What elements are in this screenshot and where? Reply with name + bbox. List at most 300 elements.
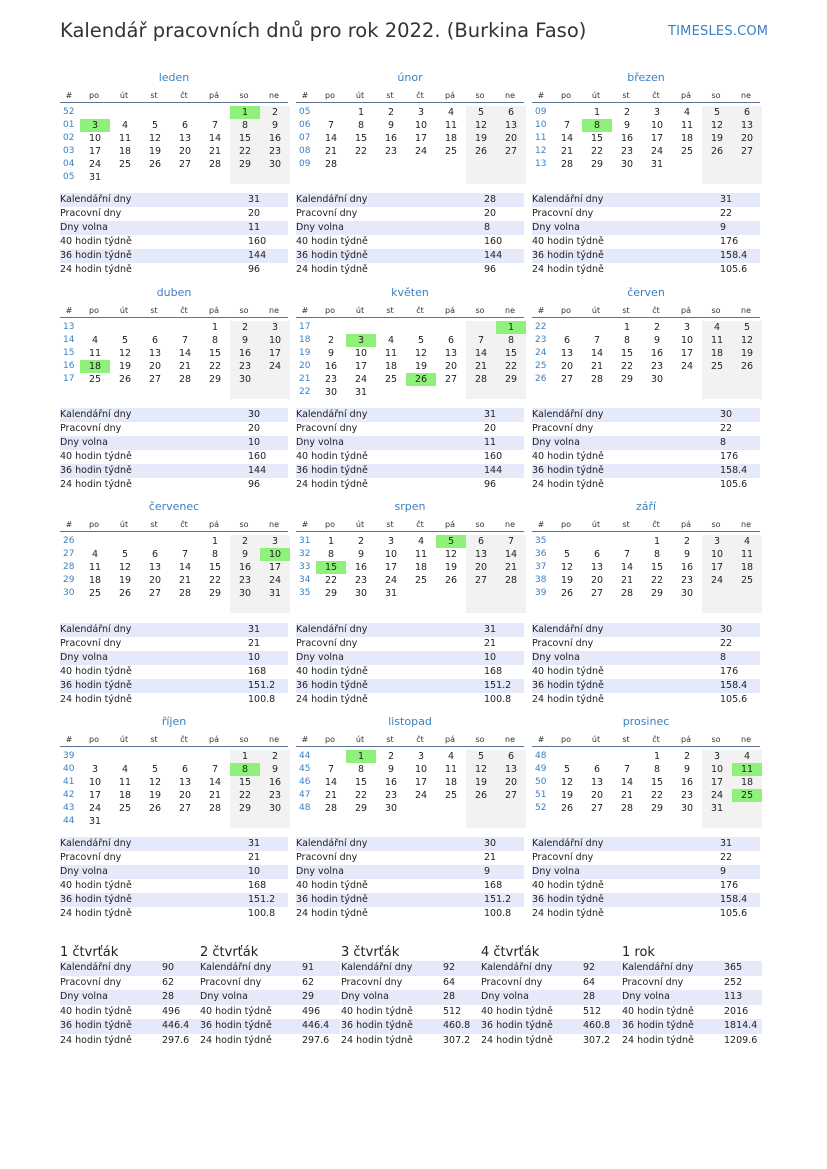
day-cell: 8: [241, 120, 249, 131]
day-cell: 11: [88, 562, 102, 573]
day-cell: 13: [590, 777, 604, 788]
day-cell: 28: [208, 159, 222, 170]
weekday-header-row: [296, 518, 524, 532]
day-cell: 4: [447, 107, 455, 118]
stat-value: 496: [302, 1005, 321, 1017]
day-cell: 30: [680, 803, 694, 814]
day-cell: 16: [680, 562, 694, 573]
stat-row: [60, 637, 288, 651]
day-cell: 19: [148, 790, 162, 801]
day-cell: 8: [623, 335, 631, 346]
day-cell: 16: [680, 777, 694, 788]
week-number: 14: [63, 335, 75, 345]
stat-value: 8: [720, 652, 727, 663]
day-cell: 27: [504, 790, 518, 801]
stat-value: 22: [720, 852, 733, 863]
day-cell: 11: [444, 764, 458, 775]
month-calendar: [296, 286, 524, 402]
stat-value: 22: [720, 638, 733, 649]
day-cell: 2: [357, 536, 365, 547]
quarter-stat-row: [60, 1005, 200, 1020]
day-cell: 6: [477, 536, 485, 547]
day-cell: 23: [238, 361, 252, 372]
week-number: 50: [535, 777, 547, 787]
quarter-stat-row: [481, 1005, 621, 1020]
holiday-day-cell: 3: [346, 334, 376, 347]
day-cell: 29: [238, 803, 252, 814]
month-calendar: [60, 500, 288, 616]
week-number: 44: [63, 816, 75, 826]
stat-value: 10: [248, 866, 261, 877]
day-cell: 16: [324, 361, 338, 372]
week-number-header: #: [301, 91, 309, 100]
stat-label: Dny volna: [296, 437, 344, 448]
stat-value: 496: [162, 1005, 181, 1017]
week-number: 33: [299, 562, 311, 572]
weekday-header: st: [386, 306, 394, 315]
weekday-header: po: [561, 306, 571, 315]
quarter-stat-row: [481, 961, 621, 976]
weekday-header: ne: [269, 91, 279, 100]
stat-value: 29: [302, 991, 315, 1003]
day-cell: 5: [151, 764, 159, 775]
day-cell: 12: [560, 777, 574, 788]
month-grid: [532, 733, 760, 831]
day-cell: 26: [474, 790, 488, 801]
stat-value: 105.6: [720, 694, 748, 705]
month-grid: [60, 733, 288, 831]
stat-value: 22: [720, 208, 733, 219]
quarter-stat-row: [481, 1034, 621, 1049]
weekday-header: so: [711, 520, 721, 529]
holiday-day-cell: 1: [496, 321, 526, 334]
day-cell: 20: [148, 575, 162, 586]
stat-label: Dny volna: [60, 866, 108, 877]
stat-row: [532, 464, 760, 478]
day-cell: 2: [271, 751, 279, 762]
month-stats: [532, 837, 760, 921]
day-cell: 7: [593, 335, 601, 346]
holiday-day-cell: 8: [230, 763, 260, 776]
stat-value: 160: [484, 451, 503, 462]
month-calendar: [296, 71, 524, 187]
week-number: 32: [299, 549, 311, 559]
day-cell: 31: [268, 588, 282, 599]
stat-label: Dny volna: [60, 652, 108, 663]
stat-value: 11: [248, 222, 261, 233]
stat-row: [296, 221, 524, 235]
weekday-header: po: [89, 735, 99, 744]
day-cell: 3: [683, 322, 691, 333]
quarter-stat-row: [200, 1019, 340, 1034]
week-number: 44: [299, 751, 311, 761]
day-cell: 30: [680, 588, 694, 599]
stat-label: 40 hodin týdně: [296, 666, 368, 677]
stat-label: 40 hodin týdně: [532, 451, 604, 462]
stat-label: Dny volna: [60, 437, 108, 448]
stat-label: 24 hodin týdně: [296, 694, 368, 705]
day-cell: 12: [118, 348, 132, 359]
month-grid: [532, 518, 760, 616]
stat-value: 168: [484, 880, 503, 891]
stat-value: 21: [248, 852, 261, 863]
day-cell: 7: [211, 120, 219, 131]
week-number: 51: [535, 790, 547, 800]
site-brand-link[interactable]: TIMESLES.COM: [668, 24, 769, 39]
day-cell: 19: [560, 790, 574, 801]
weekday-header-row: [532, 733, 760, 747]
month-stats: [60, 193, 288, 277]
week-number: 11: [535, 133, 547, 143]
day-cell: 12: [740, 335, 754, 346]
day-cell: 6: [447, 335, 455, 346]
week-number-header: #: [65, 735, 73, 744]
weekday-header: út: [355, 735, 365, 744]
stat-label: 40 hodin týdně: [60, 451, 132, 462]
stat-value: 28: [484, 194, 497, 205]
stat-value: 22: [720, 423, 733, 434]
stat-label: 40 hodin týdně: [341, 1005, 413, 1017]
week-number: 26: [535, 374, 547, 384]
stat-label: Kalendářní dny: [60, 962, 132, 973]
day-cell: 15: [620, 348, 634, 359]
day-cell: 12: [474, 120, 488, 131]
day-cell: 19: [710, 133, 724, 144]
day-cell: 22: [650, 575, 664, 586]
stat-label: 40 hodin týdně: [532, 666, 604, 677]
holiday-day-cell: 18: [80, 360, 110, 373]
weekday-header: st: [150, 306, 158, 315]
day-cell: 25: [444, 146, 458, 157]
day-cell: 13: [590, 562, 604, 573]
stat-row: [532, 893, 760, 907]
stat-value: 113: [724, 991, 743, 1003]
quarter-title: 3 čtvrťák: [341, 945, 400, 960]
stat-value: 158.4: [720, 465, 748, 476]
day-cell: 31: [384, 588, 398, 599]
week-number: 31: [299, 536, 311, 546]
weekday-header: čt: [180, 520, 188, 529]
day-cell: 14: [324, 777, 338, 788]
day-cell: 14: [208, 777, 222, 788]
week-number: 29: [63, 575, 75, 585]
stat-row: [532, 193, 760, 207]
weekday-header: ne: [269, 735, 279, 744]
quarter-stat-row: [60, 1034, 200, 1049]
stat-value: 158.4: [720, 894, 748, 905]
stat-row: [296, 851, 524, 865]
day-cell: 30: [268, 803, 282, 814]
day-cell: 10: [650, 120, 664, 131]
day-cell: 4: [683, 107, 691, 118]
weekday-header: st: [150, 91, 158, 100]
day-cell: 5: [563, 764, 571, 775]
day-cell: 24: [384, 575, 398, 586]
month-grid: [60, 304, 288, 402]
stat-label: 24 hodin týdně: [60, 1034, 132, 1046]
month-stats: [532, 193, 760, 277]
stat-label: 24 hodin týdně: [622, 1034, 694, 1046]
day-cell: 13: [740, 120, 754, 131]
day-cell: 16: [238, 562, 252, 573]
day-cell: 2: [271, 107, 279, 118]
day-cell: 28: [590, 374, 604, 385]
week-number: 16: [63, 361, 75, 371]
day-cell: 30: [620, 159, 634, 170]
stat-value: 512: [443, 1005, 462, 1017]
day-cell: 28: [560, 159, 574, 170]
quarter-column: [481, 944, 621, 1049]
stat-row: [532, 422, 760, 436]
quarter-stat-row: [60, 1019, 200, 1034]
day-cell: 22: [324, 575, 338, 586]
weekday-header: pá: [681, 306, 691, 315]
day-cell: 9: [271, 120, 279, 131]
weekday-header: so: [475, 306, 485, 315]
weekday-header: st: [622, 520, 630, 529]
stat-row: [296, 893, 524, 907]
stat-row: [60, 693, 288, 707]
day-cell: 11: [88, 348, 102, 359]
stat-value: 100.8: [484, 694, 512, 705]
quarter-stat-row: [341, 1019, 481, 1034]
week-number: 18: [299, 335, 311, 345]
day-cell: 26: [740, 361, 754, 372]
stat-label: Dny volna: [532, 866, 580, 877]
day-cell: 24: [414, 790, 428, 801]
day-cell: 21: [208, 790, 222, 801]
weekday-header: so: [711, 306, 721, 315]
weekday-header: st: [622, 306, 630, 315]
month-grid: [296, 733, 524, 831]
stat-label: 24 hodin týdně: [481, 1034, 553, 1046]
weekday-header: út: [355, 91, 365, 100]
stat-label: 24 hodin týdně: [296, 908, 368, 919]
weekday-header: pá: [445, 91, 455, 100]
stat-label: 36 hodin týdně: [60, 1020, 132, 1032]
week-number: 38: [535, 575, 547, 585]
week-number: 19: [299, 348, 311, 358]
day-cell: 20: [590, 575, 604, 586]
day-cell: 25: [88, 588, 102, 599]
day-cell: 7: [181, 335, 189, 346]
stat-value: 28: [583, 991, 596, 1003]
day-cell: 10: [268, 335, 282, 346]
day-cell: 30: [384, 803, 398, 814]
stat-label: Pracovní dny: [60, 423, 122, 434]
stat-row: [532, 263, 760, 277]
stat-value: 446.4: [302, 1020, 330, 1032]
day-cell: 19: [474, 133, 488, 144]
day-cell: 30: [324, 387, 338, 398]
day-cell: 5: [151, 120, 159, 131]
quarter-stat-row: [622, 976, 762, 991]
day-cell: 23: [238, 575, 252, 586]
day-cell: 20: [178, 790, 192, 801]
stat-label: Pracovní dny: [481, 976, 543, 988]
day-cell: 21: [620, 790, 634, 801]
stat-label: Kalendářní dny: [200, 962, 272, 973]
month-calendar: [60, 715, 288, 831]
day-cell: 12: [148, 777, 162, 788]
weekday-header: so: [711, 91, 721, 100]
stat-label: Pracovní dny: [532, 423, 594, 434]
holiday-day-cell: 26: [406, 373, 436, 386]
stat-row: [296, 623, 524, 637]
stat-value: 151.2: [248, 680, 276, 691]
week-number-header: #: [537, 91, 545, 100]
stat-value: 151.2: [484, 680, 512, 691]
stat-value: 151.2: [484, 894, 512, 905]
quarter-stat-row: [200, 990, 340, 1005]
day-cell: 19: [444, 562, 458, 573]
day-cell: 2: [387, 107, 395, 118]
day-cell: 13: [444, 348, 458, 359]
month-name: listopad: [388, 715, 432, 728]
stat-label: Pracovní dny: [60, 976, 122, 988]
weekday-header: pá: [445, 520, 455, 529]
week-number: 28: [63, 562, 75, 572]
day-cell: 26: [710, 146, 724, 157]
day-cell: 20: [504, 777, 518, 788]
stat-label: 24 hodin týdně: [200, 1034, 272, 1046]
day-cell: 27: [148, 374, 162, 385]
stat-row: [296, 679, 524, 693]
stat-value: 96: [484, 479, 497, 490]
month-stats: [60, 623, 288, 707]
quarter-stat-row: [200, 1034, 340, 1049]
stat-row: [532, 693, 760, 707]
day-cell: 30: [268, 159, 282, 170]
month-name: únor: [397, 71, 423, 84]
stat-row: [532, 221, 760, 235]
weekday-header: so: [475, 91, 485, 100]
weekday-header: pá: [209, 735, 219, 744]
weekday-header: pá: [681, 735, 691, 744]
stat-row: [296, 907, 524, 921]
day-cell: 18: [384, 361, 398, 372]
stat-row: [60, 235, 288, 249]
stat-label: Kalendářní dny: [622, 962, 694, 973]
day-cell: 24: [268, 575, 282, 586]
day-cell: 14: [178, 348, 192, 359]
day-cell: 10: [710, 549, 724, 560]
stat-label: Pracovní dny: [60, 638, 122, 649]
day-cell: 31: [88, 816, 102, 827]
week-number: 35: [299, 588, 311, 598]
stat-label: Kalendářní dny: [532, 194, 604, 205]
month-grid: [296, 89, 524, 187]
day-cell: 5: [121, 335, 129, 346]
day-cell: 2: [241, 322, 249, 333]
stat-label: 40 hodin týdně: [60, 880, 132, 891]
day-cell: 6: [563, 335, 571, 346]
weekday-header: ne: [741, 735, 751, 744]
month-name: říjen: [161, 715, 187, 728]
stat-value: 365: [724, 962, 743, 973]
holiday-day-cell: 1: [346, 750, 376, 763]
day-cell: 28: [178, 588, 192, 599]
weekday-header-row: [60, 733, 288, 747]
day-cell: 14: [474, 348, 488, 359]
month-stats: [296, 837, 524, 921]
quarter-stat-row: [622, 1034, 762, 1049]
day-cell: 29: [620, 374, 634, 385]
day-cell: 28: [504, 575, 518, 586]
day-cell: 8: [653, 764, 661, 775]
day-cell: 27: [178, 803, 192, 814]
day-cell: 5: [563, 549, 571, 560]
day-cell: 9: [271, 764, 279, 775]
weekday-header: čt: [416, 735, 424, 744]
month-grid: [532, 304, 760, 402]
stat-row: [60, 851, 288, 865]
week-number: 39: [535, 588, 547, 598]
stat-value: 20: [484, 208, 497, 219]
day-cell: 1: [211, 536, 219, 547]
day-cell: 28: [324, 803, 338, 814]
weekday-header-row: [532, 89, 760, 103]
stat-value: 176: [720, 880, 739, 891]
quarter-stat-row: [200, 1005, 340, 1020]
stat-value: 96: [248, 479, 261, 490]
month-grid: [60, 518, 288, 616]
stat-row: [60, 221, 288, 235]
week-number: 07: [299, 133, 311, 143]
quarter-title: 1 čtvrťák: [60, 945, 119, 960]
stat-row: [60, 193, 288, 207]
day-cell: 4: [387, 335, 395, 346]
day-cell: 2: [327, 335, 335, 346]
stat-value: 105.6: [720, 479, 748, 490]
day-cell: 29: [650, 803, 664, 814]
day-cell: 1: [623, 322, 631, 333]
day-cell: 18: [740, 562, 754, 573]
day-cell: 21: [560, 146, 574, 157]
week-number: 17: [63, 374, 75, 384]
day-cell: 17: [384, 562, 398, 573]
stat-label: 24 hodin týdně: [60, 908, 132, 919]
stat-row: [60, 422, 288, 436]
day-cell: 22: [650, 790, 664, 801]
stat-row: [532, 879, 760, 893]
weekday-header: ne: [505, 735, 515, 744]
stat-value: 144: [248, 250, 267, 261]
day-cell: 10: [88, 133, 102, 144]
day-cell: 18: [444, 777, 458, 788]
quarter-stat-row: [622, 990, 762, 1005]
day-cell: 7: [327, 120, 335, 131]
stat-value: 20: [248, 208, 261, 219]
weekday-header: po: [325, 735, 335, 744]
day-cell: 20: [590, 790, 604, 801]
week-number: 52: [535, 803, 547, 813]
week-number: 06: [299, 120, 311, 130]
day-cell: 8: [653, 549, 661, 560]
stat-value: 512: [583, 1005, 602, 1017]
day-cell: 5: [417, 335, 425, 346]
stat-value: 96: [484, 264, 497, 275]
stat-row: [296, 249, 524, 263]
week-number: 05: [63, 172, 75, 182]
weekday-header: ne: [741, 520, 751, 529]
week-number: 09: [535, 107, 547, 117]
stat-row: [60, 865, 288, 879]
day-cell: 18: [740, 777, 754, 788]
week-number: 20: [299, 361, 311, 371]
month-stats: [296, 408, 524, 492]
stat-label: 40 hodin týdně: [481, 1005, 553, 1017]
